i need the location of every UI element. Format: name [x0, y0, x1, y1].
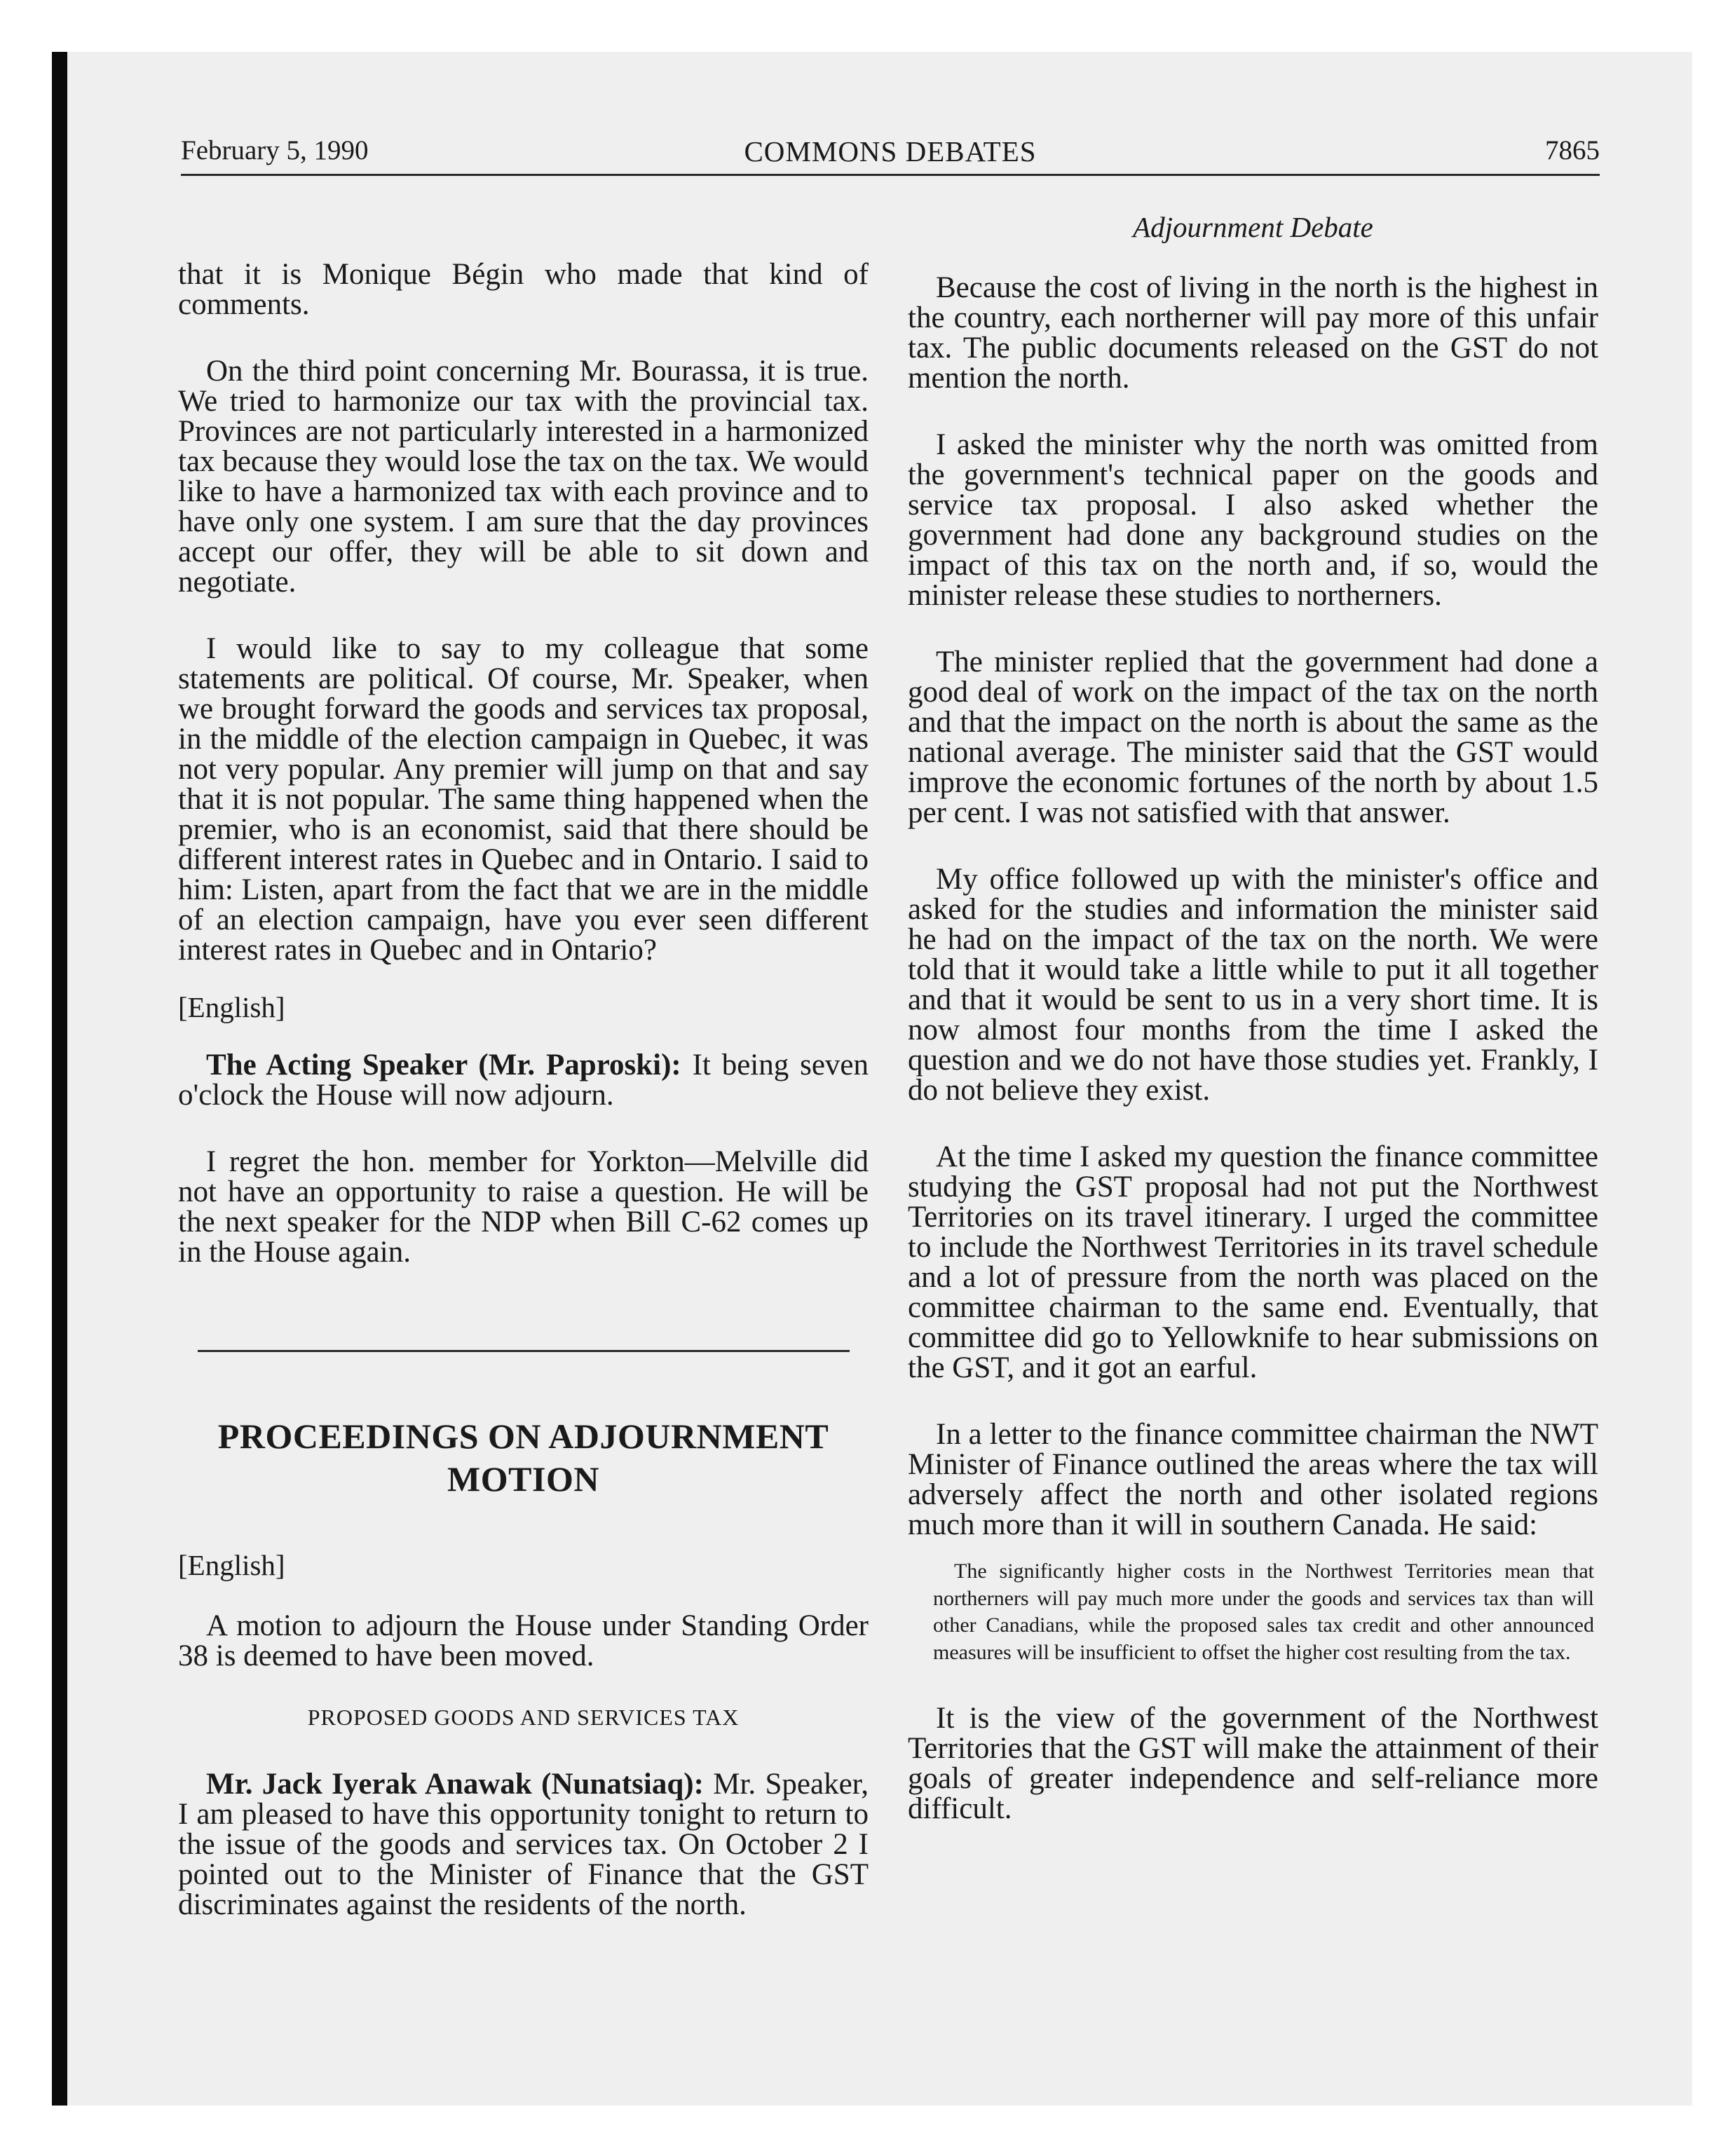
paragraph: [178, 1050, 869, 1110]
language-marker: [English]: [178, 1549, 285, 1581]
language-marker: [English]: [178, 991, 285, 1023]
subsection-heading: PROPOSED GOODS AND SERVICES TAX: [307, 1705, 740, 1730]
right-column: [908, 213, 1598, 1824]
quote-text: The significantly higher costs in the Northwest Territories mean that northerners will pay much more under the goods and services tax than will other Canadians, while the proposed sales tax credit and other announced measures will be insufficient to offset the higher cost resulting from the tax.: [933, 1560, 1594, 1665]
paragraph: I regret the hon. member for Yorkton—Melville did not have an opportunity to raise a question. He will be the next speaker for the NDP when Bill C-62 comes up in the House again.: [178, 1145, 869, 1269]
speech-text: Mr. Speaker, I am pleased to have this opportunity tonight to return to the issue of the goods and services tax. On October 2 I pointed out to the Minister of Finance that the GST discriminates against the residents of the north.: [178, 1768, 869, 1921]
paragraph: On the third point concerning Mr. Bourassa, it is true. We tried to harmonize our tax with the provincial tax. Provinces are not particularly interested in a harmonized tax because they would lose the tax on the tax. We would like to have a harmonized tax with each province and to have only one system. I am sure that the day provinces accept our offer, they will be able to sit down and negotiate.: [178, 355, 869, 599]
header-date: February 5, 1990: [181, 135, 369, 165]
paragraph: The minister replied that the government had done a good deal of work on the impact of the tax on the north and that the impact on the north is about the same as the national average. The minister said that the GST would improve the economic fortunes of the north by about 1.5 per cent. I was not satisfied with that answer.: [908, 646, 1598, 829]
speaker-name: The Acting Speaker (Mr. Paproski):: [206, 1049, 681, 1082]
binding-edge: [52, 52, 67, 2106]
paragraph: Because the cost of living in the north is the highest in the country, each northerner will pay more of this unfair tax. The public documents released on the GST do not mention the north.: [908, 271, 1598, 395]
paragraph: [178, 1769, 869, 1920]
paragraph: I would like to say to my colleague that some statements are political. Of course, Mr. Speaker, when we brought forward the goods and services tax proposal, in the middle of the election campaign in Quebec, it was not very popular. Any premier will jump on that and say that it is not popular. The same thing happened when the premier, who is an economist, said that there should be different interest rates in Quebec and in Ontario. I said to him: Listen, apart from the fact that we are in the middle of an election campaign, have you ever seen different interest rates in Quebec and in Ontario?: [178, 632, 869, 967]
left-column: [178, 259, 869, 1920]
paragraph: It is the view of the government of the Northwest Territories that the GST will make the attainment of their goals of greater independence and self-reliance more difficult.: [908, 1701, 1598, 1825]
paragraph: A motion to adjourn the House under Standing Order 38 is deemed to have been moved.: [178, 1609, 869, 1672]
section-heading: PROCEEDINGS ON ADJOURNMENT MOTION: [217, 1417, 829, 1499]
paragraph: My office followed up with the minister's office and asked for the studies and information the minister said he had on the impact of the tax on the north. We were told that it would take a little while to put it all together and that it would be sent to us in a very short time. It is now almost four months from the time I asked the question and we do not have those studies yet. Frankly, I do not believe they exist.: [908, 863, 1598, 1107]
page-number: 7865: [1545, 135, 1600, 165]
header-title: COMMONS DEBATES: [744, 135, 1037, 168]
paragraph: At the time I asked my question the finance committee studying the GST proposal had not put the Northwest Territories on its travel itinerary. I urged the committee to include the Northwest Territories in its travel schedule and a lot of pressure from the north was placed on the committee chairman to the same end. Eventually, that committee did go to Yellowknife to hear submissions on the GST, and it got an earful.: [908, 1140, 1598, 1384]
speech-text: It being seven o'clock the House will now adjourn.: [178, 1049, 869, 1112]
paragraph: I asked the minister why the north was omitted from the government's technical paper on the goods and service tax proposal. I also asked whether the government had done any background studies on the impact of this tax on the north and, if so, would the minister release these studies to northerners.: [908, 428, 1598, 612]
paragraph: In a letter to the finance committee chairman the NWT Minister of Finance outlined the areas where the tax will adversely affect the north and other isolated regions much more than it will in southern Canada. He said:: [908, 1418, 1598, 1541]
page-header: [181, 135, 1600, 176]
paragraph: that it is Monique Bégin who made that kind of comments.: [178, 258, 869, 321]
block-quote: [908, 1558, 1598, 1667]
running-section-title: Adjournment Debate: [1133, 211, 1373, 243]
speaker-name: Mr. Jack Iyerak Anawak (Nunatsiaq):: [206, 1768, 704, 1801]
